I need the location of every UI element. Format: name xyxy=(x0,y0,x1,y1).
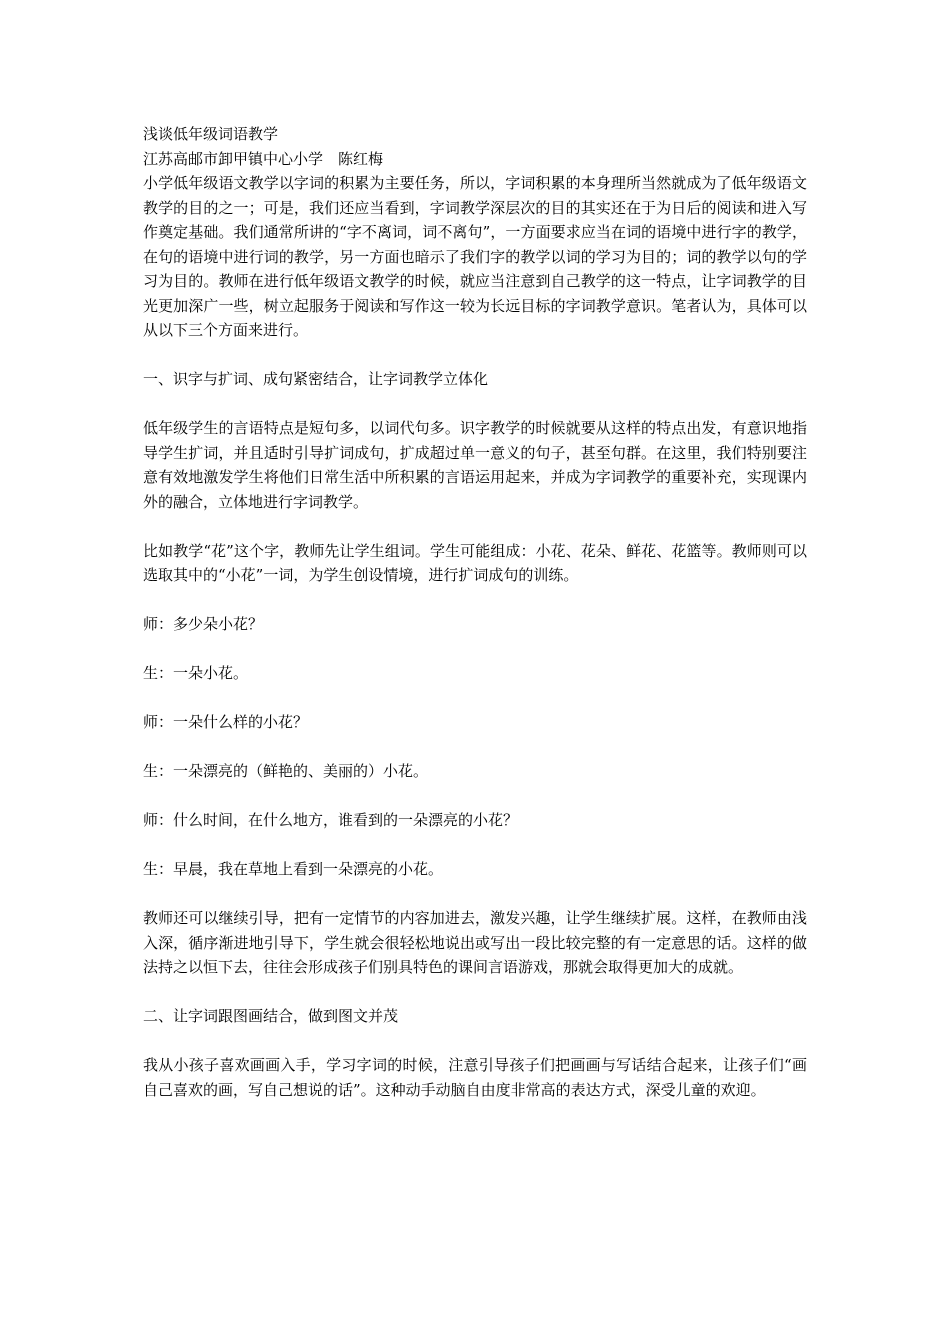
dialogue-line: 生：早晨，我在草地上看到一朵漂亮的小花。 xyxy=(143,860,444,878)
section-heading-1: 一、识字与扩词、成句紧密结合，让字词教学立体化 xyxy=(143,370,489,388)
paragraph: 比如教学“花”这个字，教师先让学生组词。学生可能组成：小花、花朵、鲜花、花篮等。教师则可以选取其中的“小花”一词，为学生创设情境，进行扩词成句的训练。 xyxy=(143,541,807,584)
document-title: 浅谈低年级词语教学 xyxy=(143,125,279,143)
author-line: 江苏高邮市卸甲镇中心小学 陈红梅 xyxy=(143,149,384,168)
paragraph: 我从小孩子喜欢画画入手，学习字词的时候，注意引导孩子们把画画与写话结合起来，让孩子们“画自己喜欢的画，写自己想说的话”。这种动手动脑自由度非常高的表达方式，深受儿童的欢迎。 xyxy=(143,1056,807,1099)
dialogue-line: 生：一朵漂亮的（鲜艳的、美丽的）小花。 xyxy=(143,762,429,780)
document-page xyxy=(143,122,807,1102)
dialogue-line: 师：什么时间，在什么地方，谁看到的一朵漂亮的小花？ xyxy=(143,811,519,829)
intro-paragraph: 小学低年级语文教学以字词的积累为主要任务，所以，字词积累的本身理所当然就成为了低年级语文教学的目的之一；可是，我们还应当看到，字词教学深层次的目的其实还在于为日后的阅读和进入写作奠定基础。我们通常所讲的“字不离词，词不离句”，一方面要求应当在词的语境中进行字的教学，在句的语境中进行词的教学，另一方面也暗示了我们字的教学以词的学习为目的；词的教学以句的学习为目的。教师在进行低年级语文教学的时候，就应当注意到自己教学的这一特点，让字词教学的目光更加深广一些，树立起服务于阅读和写作这一较为长远目标的字词教学意识。笔者认为，具体可以从以下三个方面来进行。 xyxy=(143,174,807,339)
paragraph: 教师还可以继续引导，把有一定情节的内容加进去，激发兴趣，让学生继续扩展。这样，在教师由浅入深，循序渐进地引导下，学生就会很轻松地说出或写出一段比较完整的有一定意思的话。这样的做法持之以恒下去，往往会形成孩子们别具特色的课间言语游戏，那就会取得更加大的成就。 xyxy=(143,909,807,976)
section-heading-2: 二、让字词跟图画结合，做到图文并茂 xyxy=(143,1007,399,1025)
paragraph: 低年级学生的言语特点是短句多，以词代句多。识字教学的时候就要从这样的特点出发，有意识地指导学生扩词，并且适时引导扩词成句，扩成超过单一意义的句子，甚至句群。在这里，我们特别要注意有效地激发学生将他们日常生活中所积累的言语运用起来，并成为字词教学的重要补充，实现课内外的融合，立体地进行字词教学。 xyxy=(143,419,807,511)
dialogue-line: 师：一朵什么样的小花？ xyxy=(143,713,309,731)
dialogue-line: 师：多少朵小花？ xyxy=(143,615,264,633)
dialogue-line: 生：一朵小花。 xyxy=(143,664,249,682)
